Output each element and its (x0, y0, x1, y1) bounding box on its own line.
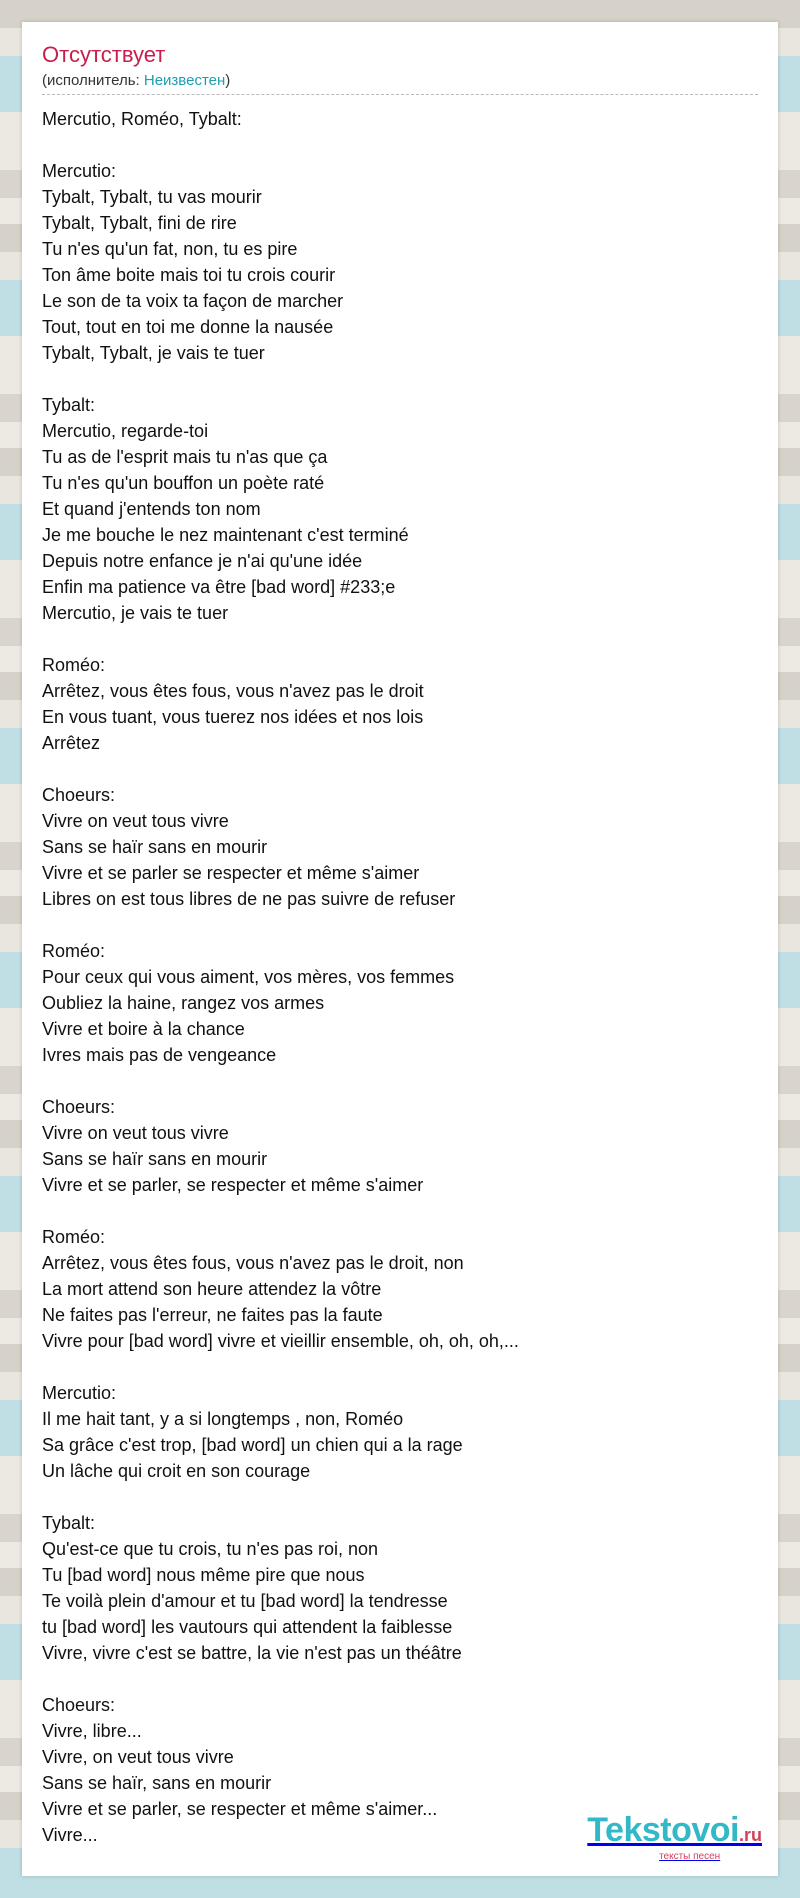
lyrics-line: Il me hait tant, y a si longtemps , non, Roméo (42, 1409, 404, 1429)
lyrics-line: Ivres mais pas de vengeance (42, 1045, 277, 1065)
lyrics-line: Roméo: (42, 655, 106, 675)
lyrics-card (22, 22, 778, 1876)
lyrics-line: Qu'est-ce que tu crois, tu n'es pas roi, non (42, 1539, 379, 1559)
lyrics-line: Vivre, libre... (42, 1721, 142, 1741)
lyrics-line: Pour ceux qui vous aiment, vos mères, vos femmes (42, 967, 455, 987)
lyrics-line: Roméo: (42, 1227, 106, 1247)
lyrics-text (42, 106, 742, 1848)
artist-prefix: (исполнитель: (42, 72, 144, 89)
lyrics-line: Le son de ta voix ta façon de marcher (42, 291, 344, 311)
lyrics-line: Mercutio: (42, 1383, 117, 1403)
lyrics-blank-line (42, 912, 742, 938)
lyrics-line: Vivre... (42, 1825, 98, 1845)
lyrics-line: Vivre et se parler se respecter et même s'aimer (42, 863, 420, 883)
lyrics-line: En vous tuant, vous tuerez nos idées et nos lois (42, 707, 424, 727)
logo-name: Tekstovoi (587, 1811, 739, 1849)
lyrics-blank-line (42, 132, 742, 158)
logo-tagline: тексты песен (659, 1851, 721, 1862)
lyrics-blank-line (42, 1666, 742, 1692)
lyrics-line: Mercutio, Roméo, Tybalt: (42, 109, 242, 129)
title-divider (42, 94, 758, 95)
lyrics-blank-line (42, 1068, 742, 1094)
lyrics-line: Choeurs: (42, 785, 116, 805)
lyrics-line: Sans se haïr sans en mourir (42, 837, 268, 857)
lyrics-line: tu [bad word] les vautours qui attendent la faiblesse (42, 1617, 453, 1637)
lyrics-blank-line (42, 626, 742, 652)
lyrics-line: Roméo: (42, 941, 106, 961)
lyrics-line: Sans se haïr, sans en mourir (42, 1773, 272, 1793)
lyrics-line: Te voilà plein d'amour et tu [bad word] la tendresse (42, 1591, 448, 1611)
site-logo[interactable] (587, 1812, 762, 1862)
lyrics-line: Un lâche qui croit en son courage (42, 1461, 311, 1481)
logo-wordmark (587, 1812, 762, 1853)
lyrics-line: Vivre et se parler, se respecter et même s'aimer... (42, 1799, 438, 1819)
lyrics-blank-line (42, 1198, 742, 1224)
lyrics-line: Tybalt, Tybalt, fini de rire (42, 213, 237, 233)
lyrics-line: Ton âme boite mais toi tu crois courir (42, 265, 336, 285)
lyrics-line: Ne faites pas l'erreur, ne faites pas la faute (42, 1305, 383, 1325)
lyrics-line: Arrêtez, vous êtes fous, vous n'avez pas le droit, non (42, 1253, 464, 1273)
lyrics-blank-line (42, 366, 742, 392)
lyrics-line: Enfin ma patience va être [bad word] #233;e (42, 577, 396, 597)
lyrics-line: Choeurs: (42, 1097, 116, 1117)
lyrics-line: Je me bouche le nez maintenant c'est terminé (42, 525, 409, 545)
logo-tld: .ru (738, 1825, 762, 1845)
lyrics-line: Tu n'es qu'un fat, non, tu es pire (42, 239, 298, 259)
artist-suffix: ) (225, 72, 231, 89)
lyrics-blank-line (42, 1354, 742, 1380)
lyrics-line: Tybalt: (42, 1513, 96, 1533)
lyrics-line: Tu n'es qu'un bouffon un poète raté (42, 473, 325, 493)
lyrics-line: Vivre pour [bad word] vivre et vieillir ensemble, oh, oh, oh,... (42, 1331, 519, 1351)
lyrics-line: Sa grâce c'est trop, [bad word] un chien qui a la rage (42, 1435, 463, 1455)
lyrics-blank-line (42, 756, 742, 782)
lyrics-line: Tybalt, Tybalt, tu vas mourir (42, 187, 262, 207)
lyrics-line: Oubliez la haine, rangez vos armes (42, 993, 325, 1013)
lyrics-line: La mort attend son heure attendez la vôtre (42, 1279, 382, 1299)
lyrics-line: Arrêtez (42, 733, 101, 753)
lyrics-line: Vivre on veut tous vivre (42, 811, 229, 831)
lyrics-line: Choeurs: (42, 1695, 116, 1715)
lyrics-line: Tybalt: (42, 395, 96, 415)
lyrics-line: Vivre et boire à la chance (42, 1019, 245, 1039)
lyrics-line: Vivre, on veut tous vivre (42, 1747, 234, 1767)
lyrics-line: Sans se haïr sans en mourir (42, 1149, 268, 1169)
artist-link[interactable]: Неизвестен (143, 72, 226, 89)
lyrics-line: Vivre on veut tous vivre (42, 1123, 229, 1143)
lyrics-line: Tu as de l'esprit mais tu n'as que ça (42, 447, 328, 467)
lyrics-line: Tybalt, Tybalt, je vais te tuer (42, 343, 265, 363)
lyrics-line: Tu [bad word] nous même pire que nous (42, 1565, 365, 1585)
lyrics-line: Arrêtez, vous êtes fous, vous n'avez pas le droit (42, 681, 424, 701)
lyrics-line: Depuis notre enfance je n'ai qu'une idée (42, 551, 363, 571)
artist-line (42, 72, 230, 90)
lyrics-line: Mercutio: (42, 161, 117, 181)
lyrics-line: Tout, tout en toi me donne la nausée (42, 317, 334, 337)
lyrics-line: Vivre et se parler, se respecter et même s'aimer (42, 1175, 424, 1195)
lyrics-line: Mercutio, je vais te tuer (42, 603, 229, 623)
lyrics-line: Et quand j'entends ton nom (42, 499, 261, 519)
lyrics-line: Libres on est tous libres de ne pas suivre de refuser (42, 889, 456, 909)
lyrics-blank-line (42, 1484, 742, 1510)
song-title: Отсутствует (42, 42, 166, 67)
lyrics-line: Vivre, vivre c'est se battre, la vie n'est pas un théâtre (42, 1643, 462, 1663)
lyrics-line: Mercutio, regarde-toi (42, 421, 209, 441)
